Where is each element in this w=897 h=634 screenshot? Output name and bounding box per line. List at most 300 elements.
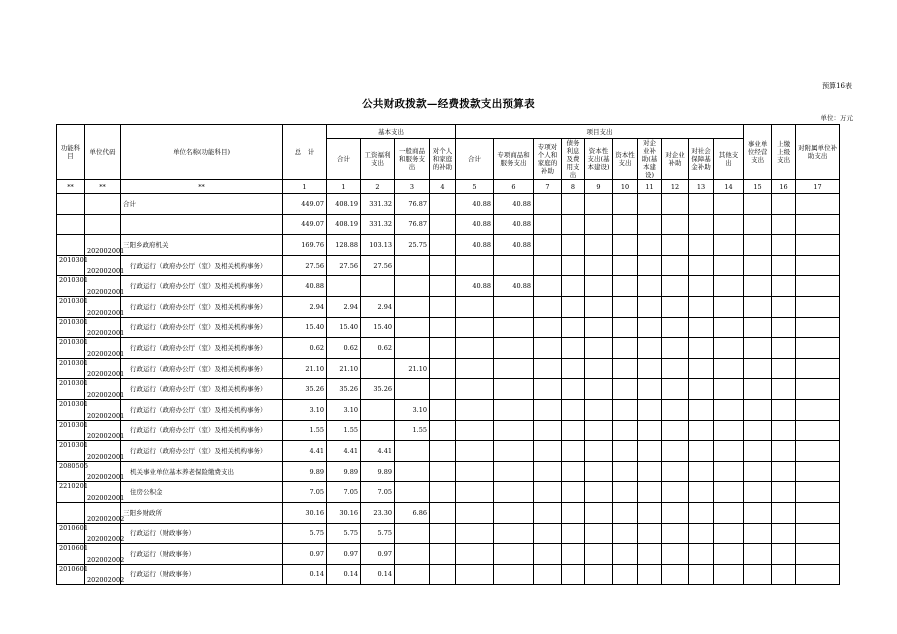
empty-cell (744, 461, 772, 482)
empty-cell (585, 235, 613, 256)
amount-cell-b-goods: 76.87 (395, 214, 430, 235)
func-code-cell: 2010301 (57, 255, 85, 276)
amount-cell-b-family (430, 441, 456, 462)
amount-cell-b-sum: 21.10 (327, 358, 361, 379)
amount-cell-total: 449.07 (283, 214, 327, 235)
empty-cell (585, 194, 613, 215)
empty-cell (744, 296, 772, 317)
empty-cell (562, 564, 585, 585)
empty-cell (772, 379, 796, 400)
amount-cell-total: 35.26 (283, 379, 327, 400)
empty-cell (744, 358, 772, 379)
amount-cell-b-family (430, 564, 456, 585)
amount-cell-b-family (430, 317, 456, 338)
empty-cell (772, 544, 796, 565)
header-subsidy-to-sub: 对附属单位补助支出 (796, 125, 840, 180)
empty-cell (796, 502, 840, 523)
amount-cell-b-family (430, 214, 456, 235)
amount-cell-b-sum: 0.62 (327, 338, 361, 359)
empty-cell (534, 461, 562, 482)
empty-cell (613, 523, 638, 544)
amount-cell-b-family (430, 544, 456, 565)
header-basic-col: 工资福利支出 (361, 139, 395, 180)
unit-name-cell: 行政运行（政府办公厅（室）及相关机构事务） (121, 399, 283, 420)
empty-cell (613, 255, 638, 276)
empty-cell (534, 420, 562, 441)
amount-cell-b-sum: 0.97 (327, 544, 361, 565)
unit-name-cell: 行政运行（政府办公厅（室）及相关机构事务） (121, 441, 283, 462)
header-total: 总 计 (283, 125, 327, 180)
empty-cell (796, 276, 840, 297)
empty-cell (744, 441, 772, 462)
empty-cell (534, 502, 562, 523)
func-code-cell: 2210201 (57, 482, 85, 503)
empty-cell (638, 399, 662, 420)
empty-cell (772, 255, 796, 276)
empty-cell (534, 235, 562, 256)
empty-cell (534, 194, 562, 215)
unit-name-cell: 行政运行（政府办公厅（室）及相关机构事务） (121, 276, 283, 297)
empty-cell (562, 214, 585, 235)
empty-cell (772, 296, 796, 317)
table-row (57, 235, 840, 256)
amount-cell-b-family (430, 461, 456, 482)
empty-cell (638, 502, 662, 523)
amount-cell-total: 0.97 (283, 544, 327, 565)
amount-cell-b-family (430, 523, 456, 544)
empty-cell (613, 379, 638, 400)
index-cell: 4 (430, 180, 456, 194)
empty-cell (613, 461, 638, 482)
empty-cell (714, 564, 744, 585)
amount-cell-b-family (430, 502, 456, 523)
index-cell: ** (85, 180, 121, 194)
header-to-higher: 上缴上级支出 (772, 125, 796, 180)
empty-cell (534, 544, 562, 565)
unit-code-cell: 202002001 (85, 296, 121, 317)
func-code-cell (57, 502, 85, 523)
table-row (57, 379, 840, 400)
empty-cell (585, 420, 613, 441)
empty-cell (562, 338, 585, 359)
empty-cell (534, 317, 562, 338)
amount-cell-b-goods (395, 379, 430, 400)
empty-cell (796, 523, 840, 544)
empty-cell (689, 214, 714, 235)
table-row (57, 296, 840, 317)
unit-name-cell: 行政运行（财政事务） (121, 564, 283, 585)
empty-cell (562, 461, 585, 482)
empty-cell (638, 358, 662, 379)
empty-cell (744, 502, 772, 523)
empty-cell (689, 441, 714, 462)
amount-cell-total: 3.10 (283, 399, 327, 420)
amount-cell-total: 169.76 (283, 235, 327, 256)
empty-cell (772, 399, 796, 420)
func-code-cell: 2080505 (57, 461, 85, 482)
budget-table (56, 124, 840, 585)
empty-cell (689, 379, 714, 400)
amount-cell-p-goods: 40.88 (494, 235, 534, 256)
empty-cell (534, 296, 562, 317)
amount-cell-p-goods (494, 502, 534, 523)
func-code-cell: 2010601 (57, 564, 85, 585)
empty-cell (613, 544, 638, 565)
empty-cell (772, 338, 796, 359)
empty-cell (662, 235, 689, 256)
empty-cell (689, 502, 714, 523)
empty-cell (562, 317, 585, 338)
amount-cell-b-goods: 1.55 (395, 420, 430, 441)
header-project-col: 专项对个人和家庭的补助 (534, 139, 562, 180)
empty-cell (744, 235, 772, 256)
empty-cell (744, 317, 772, 338)
empty-cell (772, 358, 796, 379)
amount-cell-b-sum: 27.56 (327, 255, 361, 276)
empty-cell (796, 358, 840, 379)
unit-code-cell: 202002001 (85, 255, 121, 276)
header-unit-code: 单位代码 (85, 125, 121, 180)
empty-cell (796, 214, 840, 235)
header-project-col: 合计 (456, 139, 494, 180)
empty-cell (562, 276, 585, 297)
amount-cell-b-wage (361, 399, 395, 420)
empty-cell (638, 338, 662, 359)
empty-cell (796, 235, 840, 256)
unit-code-cell: 202002001 (85, 399, 121, 420)
empty-cell (613, 276, 638, 297)
func-code-cell (57, 235, 85, 256)
empty-cell (638, 296, 662, 317)
amount-cell-p-goods (494, 379, 534, 400)
amount-cell-p-goods (494, 564, 534, 585)
amount-cell-p-goods (494, 255, 534, 276)
header-project-col: 对企业补助 (662, 139, 689, 180)
empty-cell (662, 399, 689, 420)
amount-cell-p-sum: 40.88 (456, 194, 494, 215)
empty-cell (534, 379, 562, 400)
func-code-cell: 2010301 (57, 317, 85, 338)
amount-cell-p-sum: 40.88 (456, 214, 494, 235)
empty-cell (714, 399, 744, 420)
unit-label: 单位：万元 (820, 114, 853, 122)
unit-name-cell: 住房公积金 (121, 482, 283, 503)
unit-code-cell: 202002002 (85, 544, 121, 565)
func-code-cell: 2010301 (57, 358, 85, 379)
empty-cell (662, 317, 689, 338)
empty-cell (714, 235, 744, 256)
page-title: 公共财政拨款—经费拨款支出预算表 (362, 98, 535, 110)
amount-cell-p-sum: 40.88 (456, 276, 494, 297)
unit-name-cell: 行政运行（政府办公厅（室）及相关机构事务） (121, 379, 283, 400)
header-project-col: 专项商品和服务支出 (494, 139, 534, 180)
table-row (57, 399, 840, 420)
empty-cell (562, 379, 585, 400)
amount-cell-p-sum (456, 296, 494, 317)
empty-cell (772, 194, 796, 215)
empty-cell (689, 544, 714, 565)
table-row (57, 194, 840, 215)
index-cell: 12 (662, 180, 689, 194)
amount-cell-b-wage: 0.62 (361, 338, 395, 359)
unit-name-cell: 行政运行（政府办公厅（室）及相关机构事务） (121, 317, 283, 338)
empty-cell (638, 214, 662, 235)
empty-cell (662, 420, 689, 441)
empty-cell (534, 338, 562, 359)
amount-cell-total: 4.41 (283, 441, 327, 462)
empty-cell (585, 317, 613, 338)
empty-cell (744, 276, 772, 297)
empty-cell (562, 544, 585, 565)
empty-cell (613, 358, 638, 379)
amount-cell-b-wage (361, 358, 395, 379)
amount-cell-p-goods (494, 317, 534, 338)
empty-cell (613, 502, 638, 523)
amount-cell-total: 0.62 (283, 338, 327, 359)
empty-cell (689, 461, 714, 482)
empty-cell (562, 482, 585, 503)
empty-cell (585, 214, 613, 235)
empty-cell (689, 399, 714, 420)
amount-cell-b-sum: 4.41 (327, 441, 361, 462)
header-project: 项目支出 (456, 125, 744, 139)
amount-cell-total: 449.07 (283, 194, 327, 215)
empty-cell (638, 317, 662, 338)
empty-cell (613, 317, 638, 338)
amount-cell-total: 27.56 (283, 255, 327, 276)
empty-cell (585, 379, 613, 400)
empty-cell (638, 235, 662, 256)
empty-cell (714, 255, 744, 276)
amount-cell-b-wage: 35.26 (361, 379, 395, 400)
unit-name-cell: 行政运行（财政事务） (121, 523, 283, 544)
amount-cell-b-goods: 6.86 (395, 502, 430, 523)
empty-cell (534, 482, 562, 503)
amount-cell-total: 7.05 (283, 482, 327, 503)
table-row (57, 564, 840, 585)
amount-cell-total: 9.89 (283, 461, 327, 482)
empty-cell (714, 276, 744, 297)
empty-cell (796, 564, 840, 585)
empty-cell (662, 338, 689, 359)
header-unit-name: 单位名称(功能科目) (121, 125, 283, 180)
empty-cell (613, 194, 638, 215)
amount-cell-p-goods (494, 399, 534, 420)
func-code-cell: 2010601 (57, 544, 85, 565)
func-code-cell: 2010301 (57, 399, 85, 420)
empty-cell (662, 255, 689, 276)
amount-cell-b-sum: 1.55 (327, 420, 361, 441)
empty-cell (689, 523, 714, 544)
header-project-col: 资本性支出(基本建设) (585, 139, 613, 180)
func-code-cell: 2010301 (57, 379, 85, 400)
empty-cell (744, 482, 772, 503)
empty-cell (562, 399, 585, 420)
amount-cell-total: 21.10 (283, 358, 327, 379)
empty-cell (534, 255, 562, 276)
index-cell: 2 (361, 180, 395, 194)
empty-cell (772, 502, 796, 523)
func-code-cell (57, 214, 85, 235)
empty-cell (585, 358, 613, 379)
empty-cell (585, 338, 613, 359)
empty-cell (772, 214, 796, 235)
index-cell: 6 (494, 180, 534, 194)
empty-cell (613, 482, 638, 503)
amount-cell-b-family (430, 399, 456, 420)
amount-cell-b-sum: 3.10 (327, 399, 361, 420)
amount-cell-p-sum (456, 420, 494, 441)
empty-cell (714, 420, 744, 441)
index-row (57, 180, 840, 194)
empty-cell (714, 317, 744, 338)
index-cell: ** (57, 180, 85, 194)
amount-cell-b-family (430, 358, 456, 379)
empty-cell (662, 296, 689, 317)
amount-cell-b-sum: 2.94 (327, 296, 361, 317)
empty-cell (744, 420, 772, 441)
header-enterprise-op: 事业单位经营支出 (744, 125, 772, 180)
table-row (57, 255, 840, 276)
header-project-col: 对企业补助(基本建设) (638, 139, 662, 180)
empty-cell (585, 276, 613, 297)
table-row (57, 523, 840, 544)
empty-cell (796, 482, 840, 503)
empty-cell (534, 358, 562, 379)
empty-cell (534, 276, 562, 297)
amount-cell-total: 5.75 (283, 523, 327, 544)
amount-cell-p-goods (494, 296, 534, 317)
empty-cell (689, 296, 714, 317)
header-func-code: 功能科目 (57, 125, 85, 180)
empty-cell (714, 441, 744, 462)
empty-cell (772, 523, 796, 544)
empty-cell (534, 564, 562, 585)
index-cell: 13 (689, 180, 714, 194)
index-cell: 15 (744, 180, 772, 194)
table-row (57, 214, 840, 235)
table-row (57, 358, 840, 379)
unit-name-cell: 行政运行（政府办公厅（室）及相关机构事务） (121, 358, 283, 379)
amount-cell-p-sum: 40.88 (456, 235, 494, 256)
empty-cell (689, 420, 714, 441)
amount-cell-total: 2.94 (283, 296, 327, 317)
header-basic-col: 一般商品和服务支出 (395, 139, 430, 180)
header-project-col: 其他支出 (714, 139, 744, 180)
header-project-col: 对社会保障基金补助 (689, 139, 714, 180)
index-cell: 11 (638, 180, 662, 194)
unit-code-cell: 202002002 (85, 564, 121, 585)
amount-cell-p-sum (456, 461, 494, 482)
unit-code-cell: 202002001 (85, 235, 121, 256)
empty-cell (613, 214, 638, 235)
empty-cell (772, 235, 796, 256)
empty-cell (714, 358, 744, 379)
empty-cell (613, 296, 638, 317)
empty-cell (562, 420, 585, 441)
table-row (57, 482, 840, 503)
empty-cell (714, 544, 744, 565)
amount-cell-p-goods (494, 523, 534, 544)
amount-cell-p-goods: 40.88 (494, 214, 534, 235)
empty-cell (662, 379, 689, 400)
header-basic-col: 对个人和家庭的补助 (430, 139, 456, 180)
table-row (57, 461, 840, 482)
empty-cell (689, 276, 714, 297)
amount-cell-p-sum (456, 502, 494, 523)
table-header (57, 125, 840, 180)
empty-cell (662, 564, 689, 585)
empty-cell (714, 502, 744, 523)
empty-cell (744, 399, 772, 420)
empty-cell (638, 441, 662, 462)
empty-cell (796, 544, 840, 565)
empty-cell (689, 338, 714, 359)
func-code-cell: 2010301 (57, 441, 85, 462)
empty-cell (689, 317, 714, 338)
empty-cell (796, 194, 840, 215)
unit-name-cell: 行政运行（政府办公厅（室）及相关机构事务） (121, 420, 283, 441)
empty-cell (613, 338, 638, 359)
amount-cell-b-wage: 103.13 (361, 235, 395, 256)
amount-cell-p-sum (456, 441, 494, 462)
amount-cell-p-sum (456, 564, 494, 585)
unit-code-cell: 202002001 (85, 461, 121, 482)
empty-cell (796, 461, 840, 482)
amount-cell-p-sum (456, 338, 494, 359)
empty-cell (562, 502, 585, 523)
amount-cell-b-goods: 76.87 (395, 194, 430, 215)
empty-cell (638, 379, 662, 400)
amount-cell-b-goods: 3.10 (395, 399, 430, 420)
table-row (57, 338, 840, 359)
amount-cell-p-goods (494, 338, 534, 359)
func-code-cell: 2010301 (57, 420, 85, 441)
amount-cell-p-sum (456, 544, 494, 565)
amount-cell-p-goods (494, 482, 534, 503)
empty-cell (744, 255, 772, 276)
empty-cell (689, 194, 714, 215)
amount-cell-total: 1.55 (283, 420, 327, 441)
page-number: 预算16表 (822, 82, 852, 90)
amount-cell-b-wage (361, 420, 395, 441)
empty-cell (638, 420, 662, 441)
amount-cell-p-sum (456, 255, 494, 276)
empty-cell (689, 482, 714, 503)
table-row (57, 441, 840, 462)
amount-cell-b-sum: 15.40 (327, 317, 361, 338)
header-basic-col: 合计 (327, 139, 361, 180)
unit-name-cell: 行政运行（政府办公厅（室）及相关机构事务） (121, 255, 283, 276)
empty-cell (796, 255, 840, 276)
index-cell: 1 (283, 180, 327, 194)
empty-cell (562, 255, 585, 276)
amount-cell-b-goods (395, 317, 430, 338)
amount-cell-p-sum (456, 358, 494, 379)
unit-name-cell: 合计 (121, 194, 283, 215)
amount-cell-b-wage: 9.89 (361, 461, 395, 482)
empty-cell (662, 358, 689, 379)
empty-cell (662, 544, 689, 565)
empty-cell (585, 482, 613, 503)
amount-cell-b-goods (395, 255, 430, 276)
empty-cell (562, 296, 585, 317)
empty-cell (638, 255, 662, 276)
amount-cell-b-sum: 5.75 (327, 523, 361, 544)
empty-cell (796, 420, 840, 441)
empty-cell (585, 564, 613, 585)
amount-cell-total: 30.16 (283, 502, 327, 523)
